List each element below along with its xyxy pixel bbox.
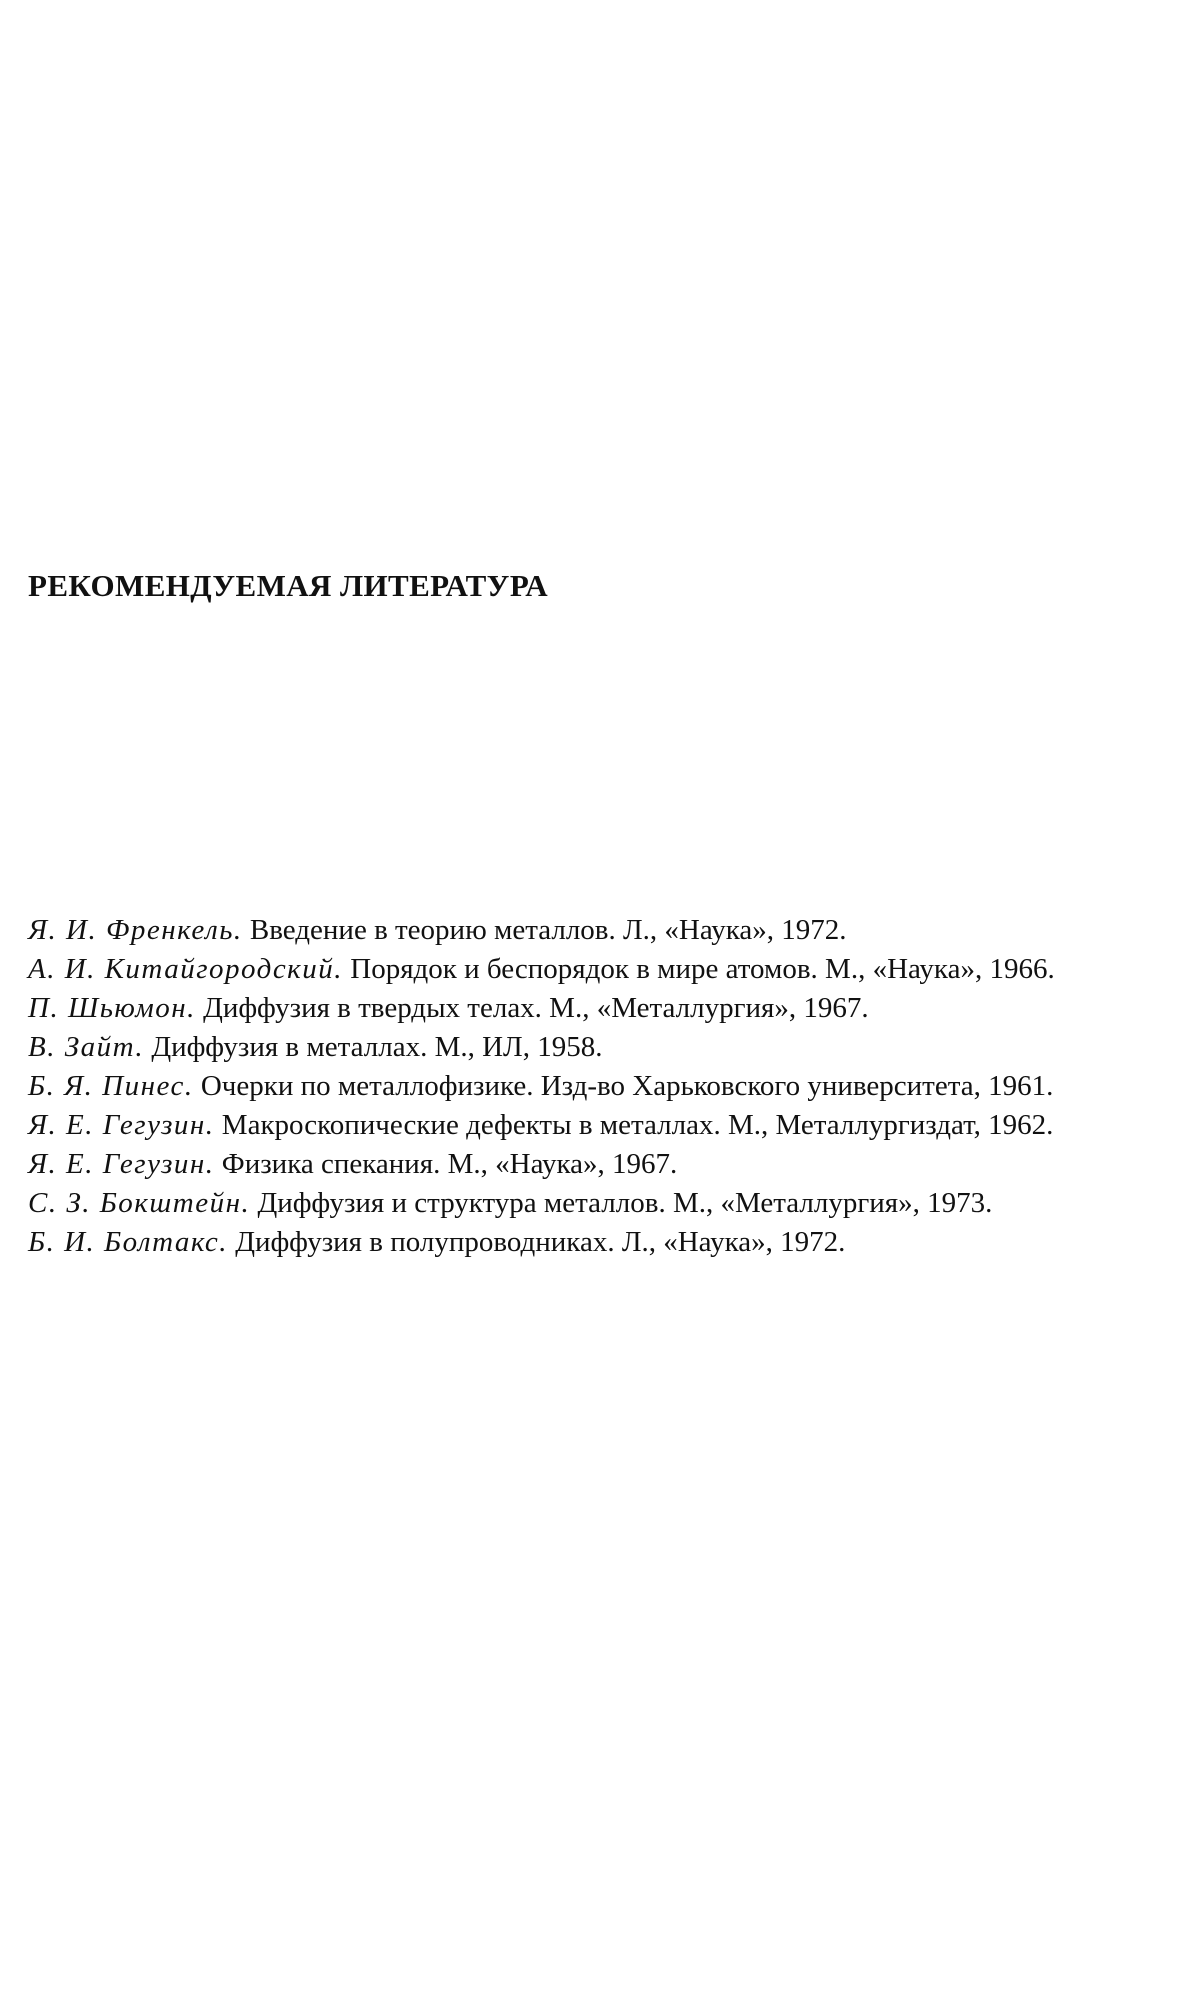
reference-author: Я. Е. Гегузин. [28, 1148, 215, 1180]
reference-author: Я. И. Френкель. [28, 914, 243, 946]
reference-text: Очерки по металлофизике. Изд-во Харьковского университета, 1961. [200, 1070, 1054, 1102]
reference-text: Макроскопические дефекты в металлах. М., Металлургиздат, 1962. [221, 1109, 1054, 1141]
reference-author: А. И. Китайгородский. [28, 953, 344, 985]
reference-item [28, 912, 1166, 949]
reference-item [28, 1068, 1166, 1105]
reference-list [28, 912, 1166, 1263]
reference-item [28, 1224, 1166, 1261]
reference-text: Диффузия и структура металлов. М., «Металлургия», 1973. [257, 1187, 993, 1219]
reference-text: Диффузия в полупроводниках. Л., «Наука», 1972. [235, 1226, 846, 1258]
reference-author: Б. Я. Пинес. [28, 1070, 194, 1102]
reference-item [28, 1029, 1166, 1066]
reference-author: С. З. Бокштейн. [28, 1187, 251, 1219]
reference-item [28, 951, 1166, 988]
reference-text: Порядок и беспорядок в мире атомов. М., «Наука», 1966. [350, 953, 1055, 985]
reference-author: Б. И. Болтакс. [28, 1226, 228, 1258]
reference-text: Диффузия в металлах. М., ИЛ, 1958. [151, 1031, 603, 1063]
reference-item [28, 1146, 1166, 1183]
section-heading: РЕКОМЕНДУЕМАЯ ЛИТЕРАТУРА [28, 568, 548, 603]
reference-item [28, 1107, 1166, 1144]
reference-author: В. Зайт. [28, 1031, 145, 1063]
reference-text: Введение в теорию металлов. Л., «Наука», 1972. [249, 914, 847, 946]
reference-author: Я. Е. Гегузин. [28, 1109, 215, 1141]
reference-text: Диффузия в твердых телах. М., «Металлургия», 1967. [203, 992, 869, 1024]
reference-item [28, 1185, 1166, 1222]
reference-author: П. Шьюмон. [28, 992, 196, 1024]
reference-item [28, 990, 1166, 1027]
reference-text: Физика спекания. М., «Наука», 1967. [221, 1148, 678, 1180]
